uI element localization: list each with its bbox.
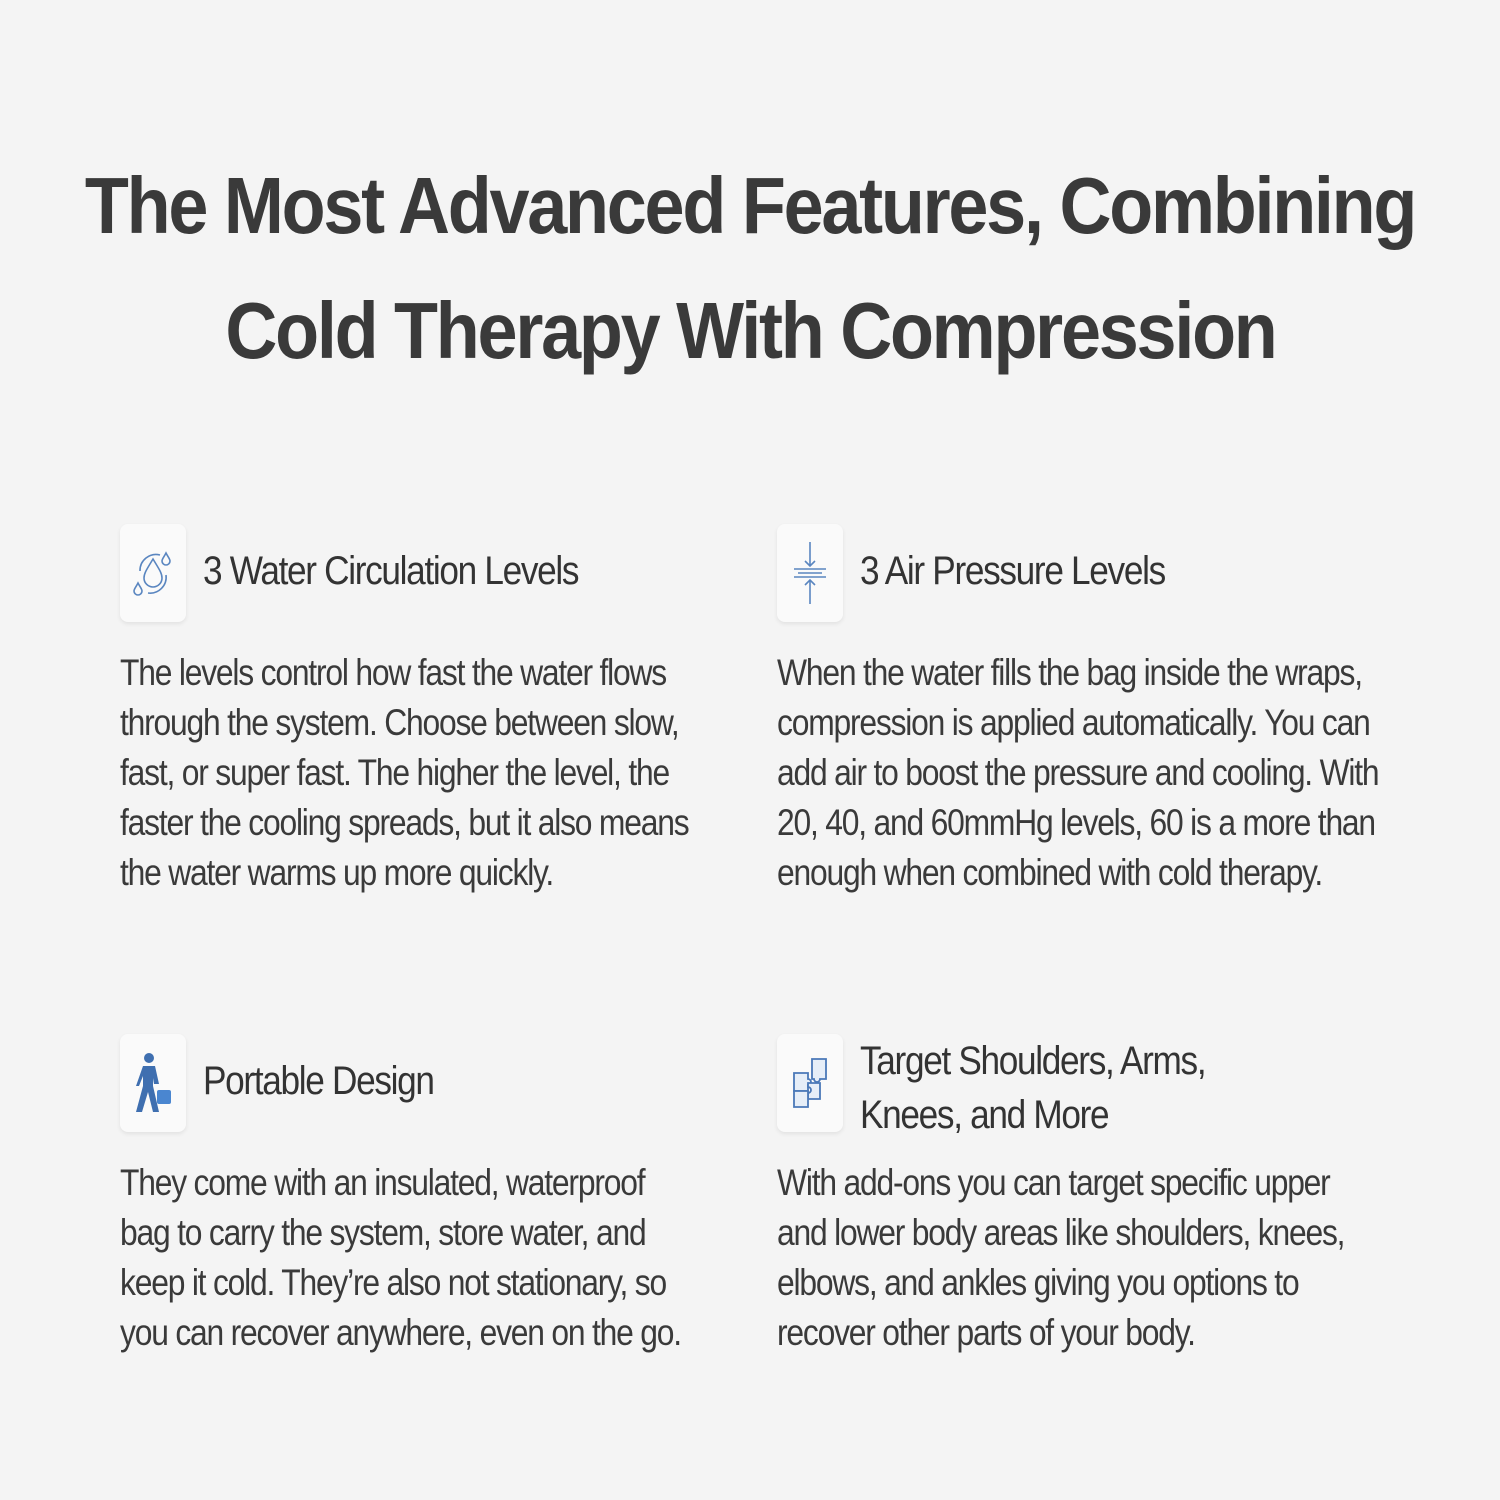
feature-description: They come with an insulated, waterproof bag to carry the system, store water, and keep it cold. They’re also not stationary, so you can recover anywhere, even on the go. (120, 1162, 681, 1353)
feature-heading: Portable Design (203, 1059, 434, 1103)
feature-description: When the water fills the bag inside the wraps, compression is applied automatically. You can add air to boost the pressure and cooling. With 20, 40, and 60mmHg levels, 60 is a more than enough when combined with cold therapy. (777, 652, 1379, 893)
feature-heading: 3 Water Circulation Levels (203, 549, 579, 593)
feature-heading: 3 Air Pressure Levels (860, 549, 1165, 593)
air-pressure-icon (777, 524, 843, 622)
water-circulation-icon (120, 524, 186, 622)
page-title-line-1: The Most Advanced Features, Combining (84, 161, 1416, 250)
page-title-line-2: Cold Therapy With Compression (224, 286, 1276, 375)
feature-heading: Target Shoulders, Arms, Knees, and More (860, 1039, 1206, 1137)
person-with-bag-icon (120, 1034, 186, 1132)
puzzle-icon (777, 1034, 843, 1132)
feature-description: With add-ons you can target specific upper and lower body areas like shoulders, knees, elbows, and ankles giving you options to recover other parts of your body. (777, 1162, 1345, 1353)
feature-description: The levels control how fast the water flows through the system. Choose between slow, fast, or super fast. The higher the level, the faster the cooling spreads, but it also means the water warms up more quickly. (120, 652, 689, 893)
